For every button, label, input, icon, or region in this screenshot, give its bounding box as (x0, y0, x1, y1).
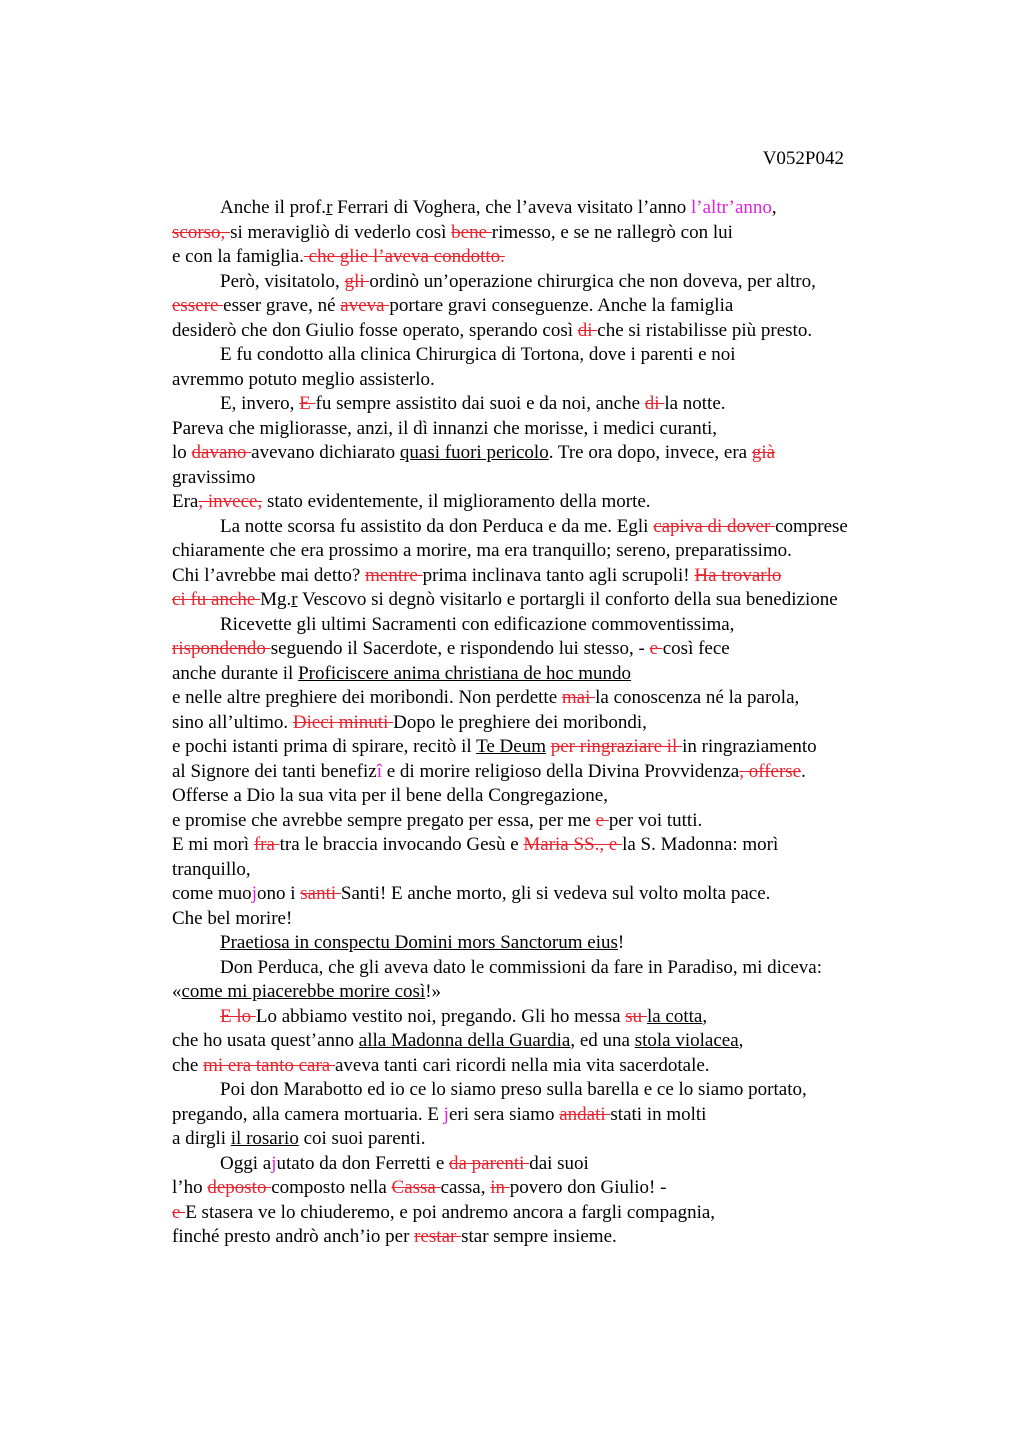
text-line (172, 858, 912, 883)
text-segment: Offerse a Dio la sua vita per il bene della Congregazione, (172, 785, 608, 806)
text-segment: Pareva che migliorasse, anzi, il dì innanzi che morisse, i medici curanti, (172, 417, 718, 439)
text-segment: esser grave, né (223, 295, 341, 316)
text-segment: Don Perduca, che gli aveva dato le commissioni da fare in Paradiso, mi diceva: (220, 956, 823, 978)
text-segment: stati in molti (610, 1103, 707, 1125)
deleted-text: , offerse (739, 760, 802, 782)
text-segment: stato evidentemente, il miglioramento della morte. (262, 491, 651, 512)
text-segment: Santi! E anche morto, gli si vedeva sul volto molta pace. (340, 883, 771, 904)
text-segment: ! (617, 932, 625, 953)
text-segment: che (172, 1054, 204, 1076)
text-line (172, 809, 912, 834)
text-segment: !» (425, 981, 442, 1002)
document-body (172, 196, 912, 1250)
text-line (172, 1127, 912, 1152)
deleted-text: Ha trovarlo (694, 564, 782, 586)
text-line (172, 711, 912, 736)
text-segment: così fece (662, 638, 730, 659)
text-line (172, 613, 912, 638)
text-line (172, 637, 912, 662)
underlined-text: r (326, 197, 333, 218)
text-line (172, 1029, 912, 1054)
text-segment: rimesso, e se ne rallegrò con lui (491, 221, 733, 243)
text-line (172, 1054, 912, 1079)
text-segment: e pochi istanti prima di spirare, recitò il (172, 736, 477, 757)
inserted-text: j (443, 1103, 449, 1125)
underlined-text: come mi piacerebbe morire così (181, 981, 426, 1002)
text-segment: avremmo potuto meglio assisterlo. (172, 368, 435, 390)
underlined-text: quasi fuori pericolo (399, 442, 549, 463)
text-segment: Chi l’avrebbe mai detto? (172, 564, 366, 586)
text-segment: per voi tutti. (608, 809, 703, 831)
deleted-text: E (299, 393, 316, 414)
deleted-text: E lo (220, 1005, 256, 1027)
deleted-text: ci fu anche (172, 589, 261, 610)
text-segment: . (801, 760, 806, 782)
text-line (172, 1005, 912, 1030)
text-segment: star sempre insieme. (461, 1226, 617, 1247)
text-segment: portare gravi conseguenze. Anche la famiglia (389, 295, 734, 316)
text-segment: desiderò che don Giulio fosse operato, sperando così (172, 319, 578, 341)
text-line (172, 1103, 912, 1128)
deleted-text: aveva (340, 295, 390, 316)
text-line (172, 784, 912, 809)
text-segment: , (702, 1005, 708, 1027)
text-segment: , ed una (570, 1030, 635, 1051)
text-segment: E, invero, (220, 393, 300, 414)
text-segment: Era (172, 491, 199, 512)
text-segment: prima inclinava tanto agli scrupoli! (422, 564, 695, 586)
text-line (172, 1201, 912, 1226)
text-segment: Ricevette gli ultimi Sacramenti con edificazione commoventissima, (220, 613, 735, 635)
text-segment: lo (172, 442, 192, 463)
deleted-text: di (644, 393, 665, 414)
text-segment: e nelle altre preghiere dei moribondi. Non perdette (172, 687, 562, 708)
text-line (172, 417, 912, 442)
text-segment: al Signore dei tanti benefiz (172, 760, 377, 782)
text-segment: comprese (775, 515, 848, 537)
deleted-text: fra (253, 834, 280, 855)
text-segment: e di morire religioso della Divina Provvidenza (382, 760, 740, 782)
text-segment: in ringraziamento (682, 736, 817, 757)
text-line (172, 343, 912, 368)
text-line (172, 980, 912, 1005)
text-line (172, 441, 912, 466)
text-segment: tranquillo, (172, 858, 251, 880)
text-segment: eri sera siamo (448, 1103, 560, 1125)
text-line (172, 221, 912, 246)
text-segment: anche durante il (172, 662, 299, 684)
text-segment: che ho usata quest’anno (172, 1030, 359, 1051)
text-segment: dai suoi (529, 1152, 589, 1174)
text-segment: avevano dichiarato (251, 442, 400, 463)
text-segment: composto nella (271, 1177, 392, 1198)
text-segment: la notte. (664, 393, 726, 414)
text-segment: sino all’ultimo. (172, 711, 293, 733)
text-segment: Anche il prof. (220, 197, 327, 218)
text-line (172, 735, 912, 760)
text-segment: Che bel morire! (172, 907, 293, 929)
text-segment: Poi don Marabotto ed io ce lo siamo preso sulla barella e ce lo siamo portato, (220, 1079, 807, 1100)
deleted-text: restar (414, 1226, 462, 1247)
deleted-text: essere (172, 295, 224, 316)
deleted-text: e (172, 1201, 186, 1223)
text-line (172, 907, 912, 932)
underlined-text: Praetiosa in conspectu Domini mors Sanctorum eius (220, 932, 618, 953)
deleted-text: bene (451, 221, 492, 243)
text-line (172, 245, 912, 270)
text-segment: seguendo il Sacerdote, e rispondendo lui stesso, - (270, 638, 650, 659)
text-segment: gravissimo (172, 466, 256, 488)
text-line (172, 1225, 912, 1250)
text-segment: , (771, 197, 777, 218)
deleted-text: che glie l’aveva condotto. (303, 246, 505, 267)
text-line (172, 564, 912, 589)
deleted-text: da parenti (449, 1152, 530, 1174)
text-line (172, 539, 912, 564)
text-segment: E stasera ve lo chiuderemo, e poi andremo ancora a fargli compagnia, (185, 1201, 716, 1223)
text-segment: come muo (172, 883, 252, 904)
text-segment: tra le braccia invocando Gesù e (279, 834, 524, 855)
underlined-text: r (291, 589, 298, 610)
text-line (172, 294, 912, 319)
text-segment: Lo abbiamo vestito noi, pregando. Gli ho messa (255, 1005, 626, 1027)
text-line (172, 760, 912, 785)
text-segment: . Tre ora dopo, invece, era (548, 442, 752, 463)
text-segment: a dirgli (172, 1128, 231, 1149)
deleted-text: mi era tanto cara (203, 1054, 335, 1076)
deleted-text: mai (561, 687, 596, 708)
text-segment: chiaramente che era prossimo a morire, ma era tranquillo; sereno, preparatissimo. (172, 540, 792, 561)
text-segment: la conoscenza né la parola, (595, 687, 800, 708)
deleted-text: santi (300, 883, 341, 904)
underlined-text: la cotta (646, 1005, 703, 1027)
text-segment: e con la famiglia. (172, 246, 304, 267)
text-segment: fu sempre assistito dai suoi e da noi, anche (315, 393, 645, 414)
text-line (172, 931, 912, 956)
deleted-text: davano (191, 442, 252, 463)
underlined-text: Proficiscere anima christiana de hoc mundo (298, 662, 632, 684)
deleted-text: su (625, 1005, 647, 1027)
text-segment: e promise che avrebbe sempre pregato per essa, per me (172, 809, 596, 831)
deleted-text: capiva di dover (653, 515, 776, 537)
text-segment: coi suoi parenti. (298, 1128, 426, 1149)
text-line (172, 1078, 912, 1103)
deleted-text: in (490, 1177, 510, 1198)
text-line (172, 466, 912, 491)
text-line (172, 368, 912, 393)
deleted-text: Cassa (391, 1177, 441, 1198)
text-line (172, 515, 912, 540)
deleted-text: e (595, 809, 609, 831)
deleted-text: andati (559, 1103, 611, 1125)
text-segment: ono i (256, 883, 301, 904)
inserted-text: l’altr’anno (691, 197, 772, 218)
text-line (172, 319, 912, 344)
deleted-text: già (751, 442, 776, 463)
text-segment: Dopo le preghiere dei moribondi, (393, 711, 647, 733)
text-line (172, 1176, 912, 1201)
text-line (172, 588, 912, 613)
text-segment: Oggi a (220, 1152, 272, 1174)
underlined-text: alla Madonna della Guardia (358, 1030, 571, 1051)
text-segment: La notte scorsa fu assistito da don Perduca e da me. Egli (220, 515, 654, 537)
text-line (172, 1152, 912, 1177)
text-segment: finché presto andrò anch’io per (172, 1226, 415, 1247)
inserted-text: j (251, 883, 257, 904)
deleted-text: mentre (365, 564, 423, 586)
text-line (172, 270, 912, 295)
text-segment: la S. Madonna: morì (622, 834, 779, 855)
text-segment: utato da don Ferretti e (276, 1152, 449, 1174)
inserted-text: î (376, 760, 382, 782)
deleted-text: , invece, (198, 491, 263, 512)
underlined-text: stola violacea (634, 1030, 739, 1051)
text-segment: cassa, (440, 1177, 491, 1198)
text-segment: l’ho (172, 1177, 208, 1198)
text-line (172, 490, 912, 515)
text-line (172, 833, 912, 858)
deleted-text: di (577, 319, 598, 341)
text-segment: E fu condotto alla clinica Chirurgica di Tortona, dove i parenti e noi (220, 344, 736, 365)
deleted-text: per ringraziare il (550, 736, 683, 757)
deleted-text: e (649, 638, 663, 659)
text-segment: Mg. (260, 589, 292, 610)
inserted-text: j (271, 1152, 277, 1174)
deleted-text: Dieci minuti (292, 711, 394, 733)
text-segment: che si ristabilisse più presto. (597, 319, 813, 341)
text-segment: , (738, 1030, 744, 1051)
text-segment: pregando, alla camera mortuaria. E (172, 1103, 444, 1125)
text-line (172, 662, 912, 687)
text-segment: Vescovo si degnò visitarlo e portargli il conforto della sua benedizione (297, 589, 838, 610)
text-segment: « (172, 981, 182, 1002)
text-segment: aveva tanti cari ricordi nella mia vita sacerdotale. (335, 1054, 710, 1076)
text-line (172, 686, 912, 711)
underlined-text: il rosario (230, 1128, 299, 1149)
page-id: V052P042 (762, 148, 844, 169)
text-line (172, 196, 912, 221)
text-segment: Però, visitatolo, (220, 270, 345, 292)
text-segment: povero don Giulio! - (509, 1177, 667, 1198)
deleted-text: deposto (207, 1177, 272, 1198)
underlined-text: Te Deum (476, 736, 546, 757)
deleted-text: scorso, (172, 221, 231, 243)
text-segment: ordinò un’operazione chirurgica che non doveva, per altro, (369, 270, 816, 292)
text-segment: Ferrari di Voghera, che l’aveva visitato l’anno (332, 197, 691, 218)
text-segment: si meravigliò di vederlo così (230, 221, 452, 243)
text-segment: E mi morì (172, 834, 254, 855)
deleted-text: rispondendo (172, 638, 271, 659)
text-line (172, 882, 912, 907)
deleted-text: Maria SS., e (523, 834, 623, 855)
text-line (172, 392, 912, 417)
deleted-text: gli (344, 270, 370, 292)
text-line (172, 956, 912, 981)
